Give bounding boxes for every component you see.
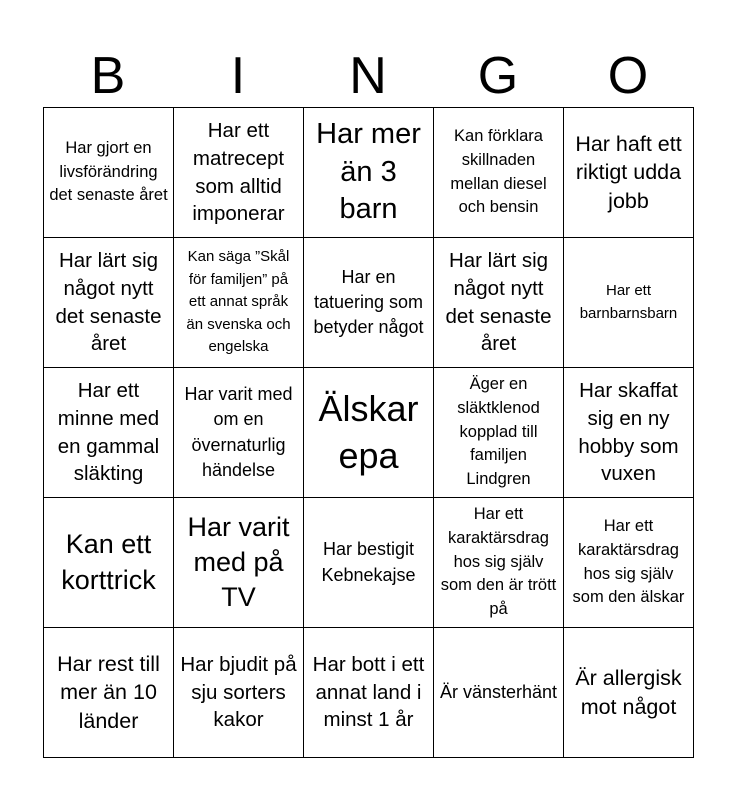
bingo-cell[interactable]: Har bestigit Kebnekajse: [304, 498, 434, 628]
bingo-cell[interactable]: Är allergisk mot något: [564, 628, 694, 758]
bingo-cell[interactable]: Har ett karaktärsdrag hos sig själv som den älskar: [564, 498, 694, 628]
bingo-cell[interactable]: Har ett barnbarnsbarn: [564, 238, 694, 368]
header-letter-g: G: [477, 47, 519, 105]
bingo-cell[interactable]: Har lärt sig något nytt det senaste året: [44, 238, 174, 368]
header-letter-i: I: [230, 47, 246, 105]
bingo-cell[interactable]: Har bott i ett annat land i minst 1 år: [304, 628, 434, 758]
header-letter-n: N: [349, 47, 387, 105]
bingo-cell[interactable]: Har bjudit på sju sorters kakor: [174, 628, 304, 758]
bingo-cell[interactable]: Kan säga ”Skål för familjen” på ett annat språk än svenska och engelska: [174, 238, 304, 368]
bingo-cell[interactable]: Har gjort en livsförändring det senaste året: [44, 108, 174, 238]
bingo-cell[interactable]: Har rest till mer än 10 länder: [44, 628, 174, 758]
bingo-cell[interactable]: Är vänsterhänt: [434, 628, 564, 758]
bingo-cell[interactable]: Har varit med på TV: [174, 498, 304, 628]
bingo-cell[interactable]: Har varit med om en övernaturlig händelse: [174, 368, 304, 498]
bingo-cell[interactable]: Kan förklara skillnaden mellan diesel och bensin: [434, 108, 564, 238]
bingo-cell[interactable]: Äger en släktklenod kopplad till familjen Lindgren: [434, 368, 564, 498]
header-letter-b: B: [90, 47, 126, 105]
bingo-cell[interactable]: Har mer än 3 barn: [304, 108, 434, 238]
bingo-grid: [43, 107, 694, 758]
bingo-cell[interactable]: Har haft ett riktigt udda jobb: [564, 108, 694, 238]
bingo-cell[interactable]: Har skaffat sig en ny hobby som vuxen: [564, 368, 694, 498]
bingo-cell[interactable]: Älskar epa: [304, 368, 434, 498]
bingo-cell[interactable]: Har ett minne med en gammal släkting: [44, 368, 174, 498]
bingo-cell[interactable]: Har en tatuering som betyder något: [304, 238, 434, 368]
bingo-cell[interactable]: Har lärt sig något nytt det senaste året: [434, 238, 564, 368]
bingo-header: [43, 44, 693, 108]
header-letter-o: O: [607, 47, 649, 105]
bingo-cell[interactable]: Har ett karaktärsdrag hos sig själv som den är trött på: [434, 498, 564, 628]
bingo-cell[interactable]: Har ett matrecept som alltid imponerar: [174, 108, 304, 238]
bingo-cell[interactable]: Kan ett korttrick: [44, 498, 174, 628]
